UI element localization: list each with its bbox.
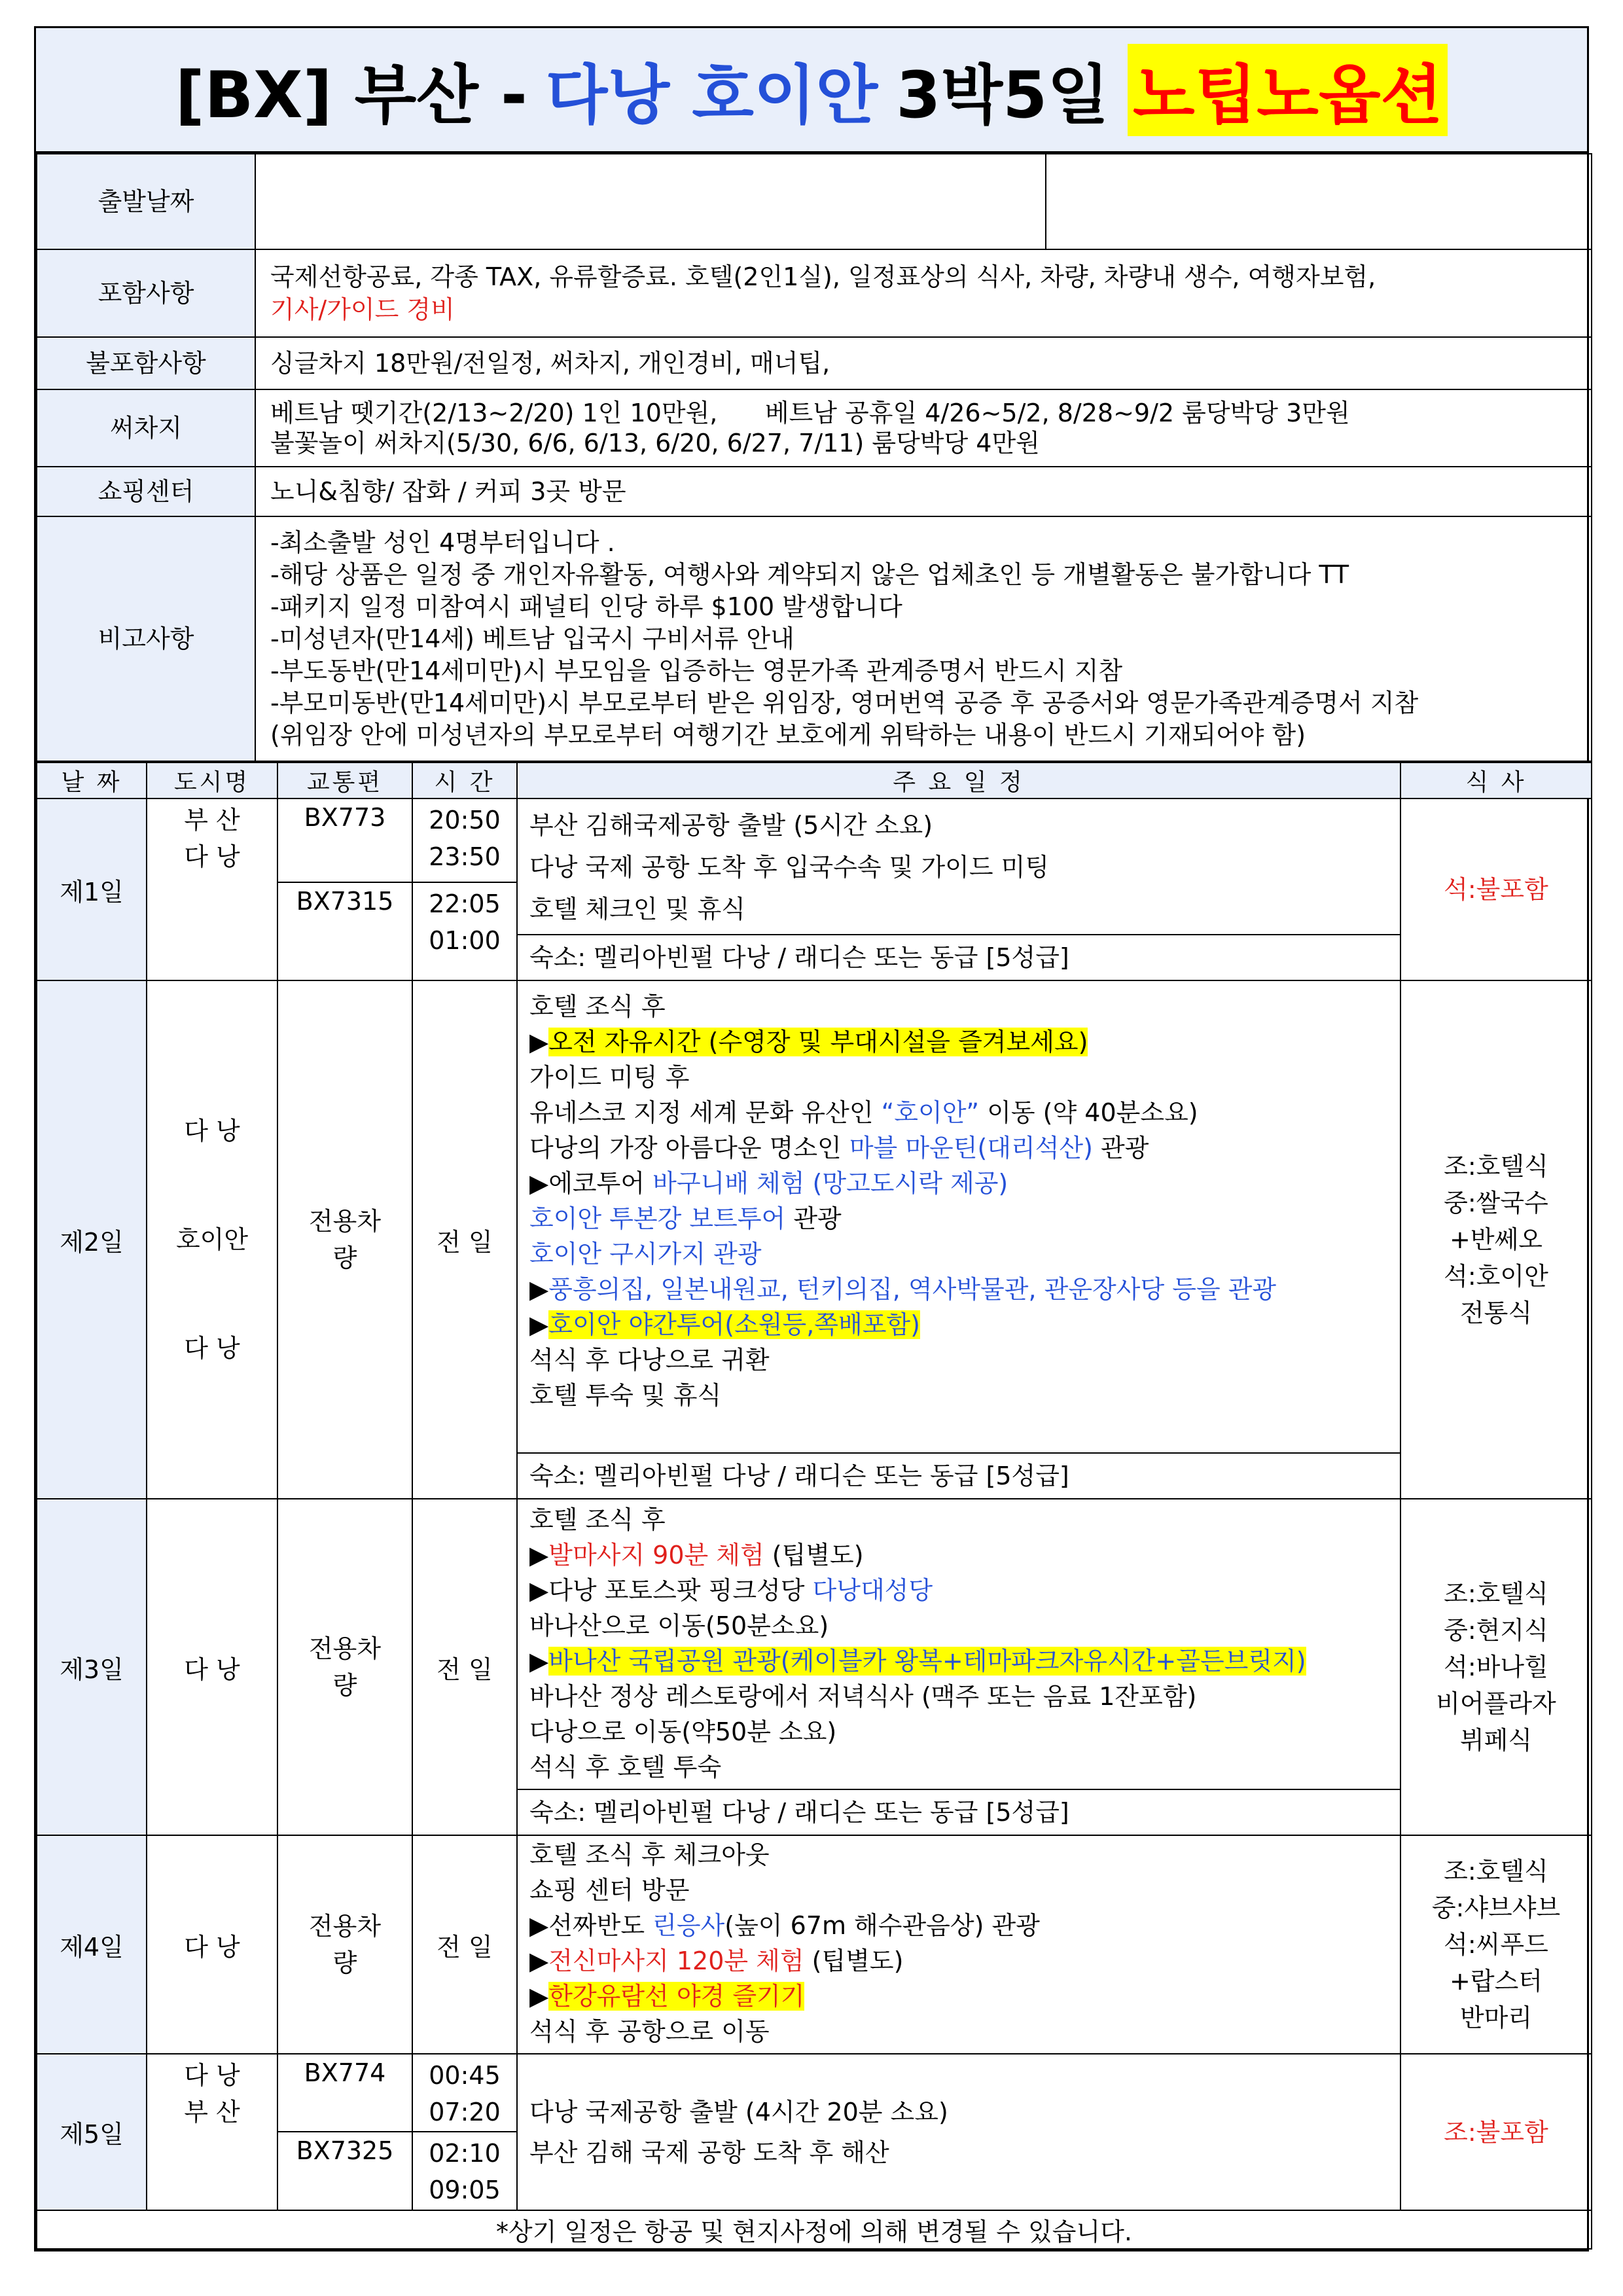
day2-line-2 xyxy=(529,1024,1388,1060)
text: ▶다낭 포토스팟 핑크성당 xyxy=(529,1576,813,1605)
day3-meal-2: 중:현지식 xyxy=(1444,1616,1548,1645)
remark-4: -미성년자(만14세) 베트남 입국시 구비서류 안내 xyxy=(270,624,794,653)
day4-city: 다 낭 xyxy=(147,1835,277,2054)
included-label: 포함사항 xyxy=(37,249,255,337)
text: 이동 (약 40분소요) xyxy=(979,1098,1198,1127)
included-line-2: 기사/가이드 경비 xyxy=(270,295,455,324)
day3-line-7: 다낭으로 이동(약50분 소요) xyxy=(529,1717,837,1746)
header-itinerary: 주 요 일 정 xyxy=(517,762,1400,798)
day3-line-2 xyxy=(529,1537,1388,1573)
arrow: ▶ xyxy=(529,1946,549,1975)
text: 다낭의 가장 아름다운 명소인 xyxy=(529,1134,849,1162)
day4-meal-2: 중:샤브샤브 xyxy=(1431,1893,1561,1922)
departure-value-1 xyxy=(255,154,1046,249)
day2-meal-5: 전통식 xyxy=(1459,1299,1533,1327)
day1-label: 제1일 xyxy=(37,798,147,980)
day1-flight-2-dep: 22:05 xyxy=(429,889,501,918)
arrow: ▶ xyxy=(529,1647,549,1676)
title-part3: 3박5일 xyxy=(896,58,1109,133)
night-tour: 호이안 야간투어(소원등,쪽배포함) xyxy=(548,1310,920,1339)
day2-line-1: 호텔 조식 후 xyxy=(529,992,666,1021)
day4-line-4 xyxy=(529,1943,1388,1979)
day2-transport: 전용차량 xyxy=(277,980,412,1499)
day3-line-4: 바나산으로 이동(50분소요) xyxy=(529,1611,829,1640)
boat-tour: 호이안 투본강 보트투어 xyxy=(529,1204,786,1233)
day3-meal-5: 뷔페식 xyxy=(1459,1726,1533,1755)
day3-meal-3: 석:바나힐 xyxy=(1444,1653,1548,1681)
day2-free-time: 오전 자유시간 (수영장 및 부대시설을 즐겨보세요) xyxy=(548,1028,1088,1056)
marble-mountain: 마블 마운틴(대리석산) xyxy=(849,1134,1093,1162)
surcharge-line-1: 베트남 뗏기간(2/13~2/20) 1인 10만원, 베트남 공휴일 4/26~5/2, 8/28~9/2 룸당박당 3만원 xyxy=(270,399,1350,427)
text: 관광 xyxy=(785,1204,842,1233)
day5-line-2: 부산 김해 국제 공항 도착 후 해산 xyxy=(529,2138,889,2167)
excluded-label: 불포함사항 xyxy=(37,337,255,389)
info-table xyxy=(36,153,1592,762)
day3-transport: 전용차량 xyxy=(277,1499,412,1835)
day3-time: 전 일 xyxy=(412,1499,517,1835)
text: (팁별도) xyxy=(804,1946,904,1975)
surcharge-value xyxy=(255,389,1592,467)
day2-meal-2: 중:쌀국수 xyxy=(1444,1189,1548,1217)
day4-label: 제4일 xyxy=(37,1835,147,2054)
remarks-value xyxy=(255,516,1592,761)
day1-flight-1-dep: 20:50 xyxy=(429,806,501,834)
itinerary-document xyxy=(34,26,1589,2251)
day2-meal xyxy=(1400,980,1592,1499)
foot-massage: 발마사지 90분 체험 xyxy=(548,1541,764,1570)
text: 관광 xyxy=(1092,1134,1149,1162)
text: ▶에코투어 xyxy=(529,1169,653,1198)
day1-flight-2-arr: 01:00 xyxy=(429,926,501,955)
day4-line-3 xyxy=(529,1908,1388,1943)
old-town-sights: 풍흥의집, 일본내원교, 턴키의집, 역사박물관, 관운장사당 등을 관광 xyxy=(548,1275,1277,1304)
day4-meal-4: +랍스터 xyxy=(1450,1967,1543,1996)
day2-line-12: 호텔 투숙 및 휴식 xyxy=(529,1381,722,1410)
day2-line-6 xyxy=(529,1166,1388,1201)
text: ▶선짜반도 xyxy=(529,1911,653,1940)
day5-flight-2-arr: 09:05 xyxy=(429,2176,501,2204)
day1-city xyxy=(147,798,277,980)
arrow: ▶ xyxy=(529,1541,549,1570)
day1-meal: 석:불포함 xyxy=(1400,798,1592,980)
day4-line-2: 쇼핑 센터 방문 xyxy=(529,1876,690,1905)
day5-label: 제5일 xyxy=(37,2054,147,2210)
day1-city-2: 다 낭 xyxy=(184,842,240,871)
day5-flight-2-times xyxy=(412,2132,517,2210)
cathedral: 다낭대성당 xyxy=(812,1576,933,1605)
day3-meal-4: 비어플라자 xyxy=(1436,1689,1556,1718)
day2-line-7 xyxy=(529,1201,1388,1236)
day2-time: 전 일 xyxy=(412,980,517,1499)
departure-value-2 xyxy=(1046,154,1592,249)
day2-line-10 xyxy=(529,1307,1388,1342)
day4-meal-1: 조:호텔식 xyxy=(1444,1857,1548,1886)
day1-flight-2-times xyxy=(412,882,517,980)
remark-5: -부도동반(만14세미만)시 부모임을 입증하는 영문가족 관계증명서 반드시 지참 xyxy=(270,656,1123,685)
day2-line-9 xyxy=(529,1272,1388,1307)
day1-line-2: 다낭 국제 공항 도착 후 입국수속 및 가이드 미팅 xyxy=(529,853,1050,882)
day1-flight-1-arr: 23:50 xyxy=(429,842,501,871)
header-transport: 교통편 xyxy=(277,762,412,798)
day1-flight-1: BX773 xyxy=(277,798,412,882)
day5-flight-1: BX774 xyxy=(277,2054,412,2132)
basket-boat: 바구니배 체험 (망고도시락 제공) xyxy=(652,1169,1008,1198)
day1-hotel: 숙소: 멜리아빈펄 다낭 / 래디슨 또는 동급 [5성급] xyxy=(517,935,1400,980)
day2-city xyxy=(147,980,277,1499)
day5-flight-1-times xyxy=(412,2054,517,2132)
departure-label: 출발날짜 xyxy=(37,154,255,249)
title-banner xyxy=(36,28,1587,153)
header-city: 도시명 xyxy=(147,762,277,798)
day4-time: 전 일 xyxy=(412,1835,517,2054)
day5-line-1: 다낭 국제공항 출발 (4시간 20분 소요) xyxy=(529,2097,948,2126)
day5-flight-2-dep: 02:10 xyxy=(429,2139,501,2168)
day3-line-5 xyxy=(529,1643,1388,1679)
day3-line-6: 바나산 정상 레스토랑에서 저녁식사 (맥주 또는 음료 1잔포함) xyxy=(529,1682,1197,1711)
day2-itinerary xyxy=(517,980,1400,1453)
remark-3: -패키지 일정 미참여시 패널티 인당 하루 $100 발생합니다 xyxy=(270,592,902,621)
day3-hotel: 숙소: 멜리아빈펄 다낭 / 래디슨 또는 동급 [5성급] xyxy=(517,1789,1400,1835)
day1-itinerary xyxy=(517,798,1400,935)
title-part2: 다낭 호이안 xyxy=(545,58,878,133)
day4-transport: 전용차량 xyxy=(277,1835,412,2054)
day1-line-1: 부산 김해국제공항 출발 (5시간 소요) xyxy=(529,811,933,840)
day2-label: 제2일 xyxy=(37,980,147,1499)
day3-meal xyxy=(1400,1499,1592,1835)
remark-6: -부모미동반(만14세미만)시 부모로부터 받은 위임장, 영머번역 공증 후 공증서와 영문가족관계증명서 지참 xyxy=(270,688,1419,717)
remark-2: -해당 상품은 일정 중 개인자유활동, 여행사와 계약되지 않은 업체초인 등 개별활동은 불가합니다 TT xyxy=(270,560,1349,589)
day2-meal-4: 석:호이안 xyxy=(1444,1262,1548,1291)
shopping-label: 쇼핑센터 xyxy=(37,467,255,516)
header-meal: 식 사 xyxy=(1400,762,1592,798)
day3-city: 다 낭 xyxy=(147,1499,277,1835)
bana-hills: 바나산 국립공원 관광(케이블카 왕복+테마파크자유시간+골든브릿지) xyxy=(548,1647,1306,1676)
header-time: 시 간 xyxy=(412,762,517,798)
day3-meal-1: 조:호텔식 xyxy=(1444,1579,1548,1608)
day3-line-3 xyxy=(529,1573,1388,1608)
day5-city xyxy=(147,2054,277,2210)
day2-meal-1: 조:호텔식 xyxy=(1444,1152,1548,1181)
day3-line-1: 호텔 조식 후 xyxy=(529,1505,666,1534)
title-part4: 노팁노옵션 xyxy=(1128,44,1448,136)
day3-label: 제3일 xyxy=(37,1499,147,1835)
header-date: 날 짜 xyxy=(37,762,147,798)
day1-flight-2: BX7315 xyxy=(277,882,412,980)
day3-line-8: 석식 후 호텔 투숙 xyxy=(529,1753,722,1782)
title-part1: [BX] 부산 - xyxy=(175,58,527,133)
day2-meal-3: +반쎄오 xyxy=(1450,1225,1543,1254)
day4-itinerary xyxy=(517,1835,1400,2054)
surcharge-line-2: 불꽃놀이 써차지(5/30, 6/6, 6/13, 6/20, 6/27, 7/11) 룸당박당 4만원 xyxy=(270,429,1040,457)
day4-meal-5: 반마리 xyxy=(1459,2003,1533,2032)
text: (팁별도) xyxy=(764,1541,864,1570)
day1-flight-1-times xyxy=(412,798,517,882)
day1-city-1: 부 산 xyxy=(184,806,240,834)
surcharge-label: 써차지 xyxy=(37,389,255,467)
han-river-cruise: 한강유람선 야경 즐기기 xyxy=(548,1982,805,2011)
day4-line-6: 석식 후 공항으로 이동 xyxy=(529,2017,770,2046)
day2-hotel: 숙소: 멜리아빈펄 다낭 / 래디슨 또는 동급 [5성급] xyxy=(517,1453,1400,1499)
text: (높이 67m 해수관음상) 관광 xyxy=(724,1911,1040,1940)
day4-line-5 xyxy=(529,1979,1388,2014)
day5-meal: 조:불포함 xyxy=(1400,2054,1592,2210)
day5-city-2: 부 산 xyxy=(184,2098,240,2126)
included-value xyxy=(255,249,1592,337)
day2-line-3: 가이드 미팅 후 xyxy=(529,1063,690,1092)
footer-note: *상기 일정은 항공 및 현지사정에 의해 변경될 수 있습니다. xyxy=(37,2210,1592,2249)
arrow: ▶ xyxy=(529,1310,549,1339)
day2-city-2: 호이안 xyxy=(175,1225,249,1254)
day4-meal-3: 석:씨푸드 xyxy=(1444,1930,1548,1959)
day4-meal xyxy=(1400,1835,1592,2054)
day5-itinerary xyxy=(517,2054,1400,2210)
arrow: ▶ xyxy=(529,1275,549,1304)
day2-line-11: 석식 후 다낭으로 귀환 xyxy=(529,1346,770,1374)
remark-7: (위임장 안에 미성년자의 부모로부터 여행기간 보호에게 위탁하는 내용이 반드시 기재되어야 함) xyxy=(270,720,1306,749)
day5-city-1: 다 낭 xyxy=(184,2061,240,2090)
linh-ung-pagoda: 린응사 xyxy=(652,1911,725,1940)
day5-flight-1-dep: 00:45 xyxy=(429,2061,501,2090)
remark-1: -최소출발 성인 4명부터입니다 . xyxy=(270,528,615,557)
shopping-value: 노니&침향/ 잡화 / 커피 3곳 방문 xyxy=(255,467,1592,516)
day5-flight-1-arr: 07:20 xyxy=(429,2098,501,2126)
day2-city-1: 다 낭 xyxy=(184,1117,240,1145)
day1-line-3: 호텔 체크인 및 휴식 xyxy=(529,895,745,924)
day3-itinerary xyxy=(517,1499,1400,1789)
day2-line-4 xyxy=(529,1095,1388,1130)
day4-line-1: 호텔 조식 후 체크아웃 xyxy=(529,1840,770,1869)
text: 유네스코 지정 세계 문화 유산인 xyxy=(529,1098,882,1127)
day2-line-8: 호이안 구시가지 관광 xyxy=(529,1240,762,1268)
day5-flight-2: BX7325 xyxy=(277,2132,412,2210)
remarks-label: 비고사항 xyxy=(37,516,255,761)
excluded-value: 싱글차지 18만원/전일정, 써차지, 개인경비, 매너팁, xyxy=(255,337,1592,389)
arrow: ▶ xyxy=(529,1028,549,1056)
full-body-massage: 전신마사지 120분 체험 xyxy=(548,1946,804,1975)
day2-city-3: 다 낭 xyxy=(184,1334,240,1363)
arrow: ▶ xyxy=(529,1982,549,2011)
included-line-1: 국제선항공료, 각종 TAX, 유류할증료. 호텔(2인1실), 일정표상의 식사, 차량, 차량내 생수, 여행자보험, xyxy=(270,262,1376,291)
day2-line-5 xyxy=(529,1130,1388,1166)
schedule-table xyxy=(36,762,1592,2250)
hoian-name: “호이안” xyxy=(881,1098,980,1127)
